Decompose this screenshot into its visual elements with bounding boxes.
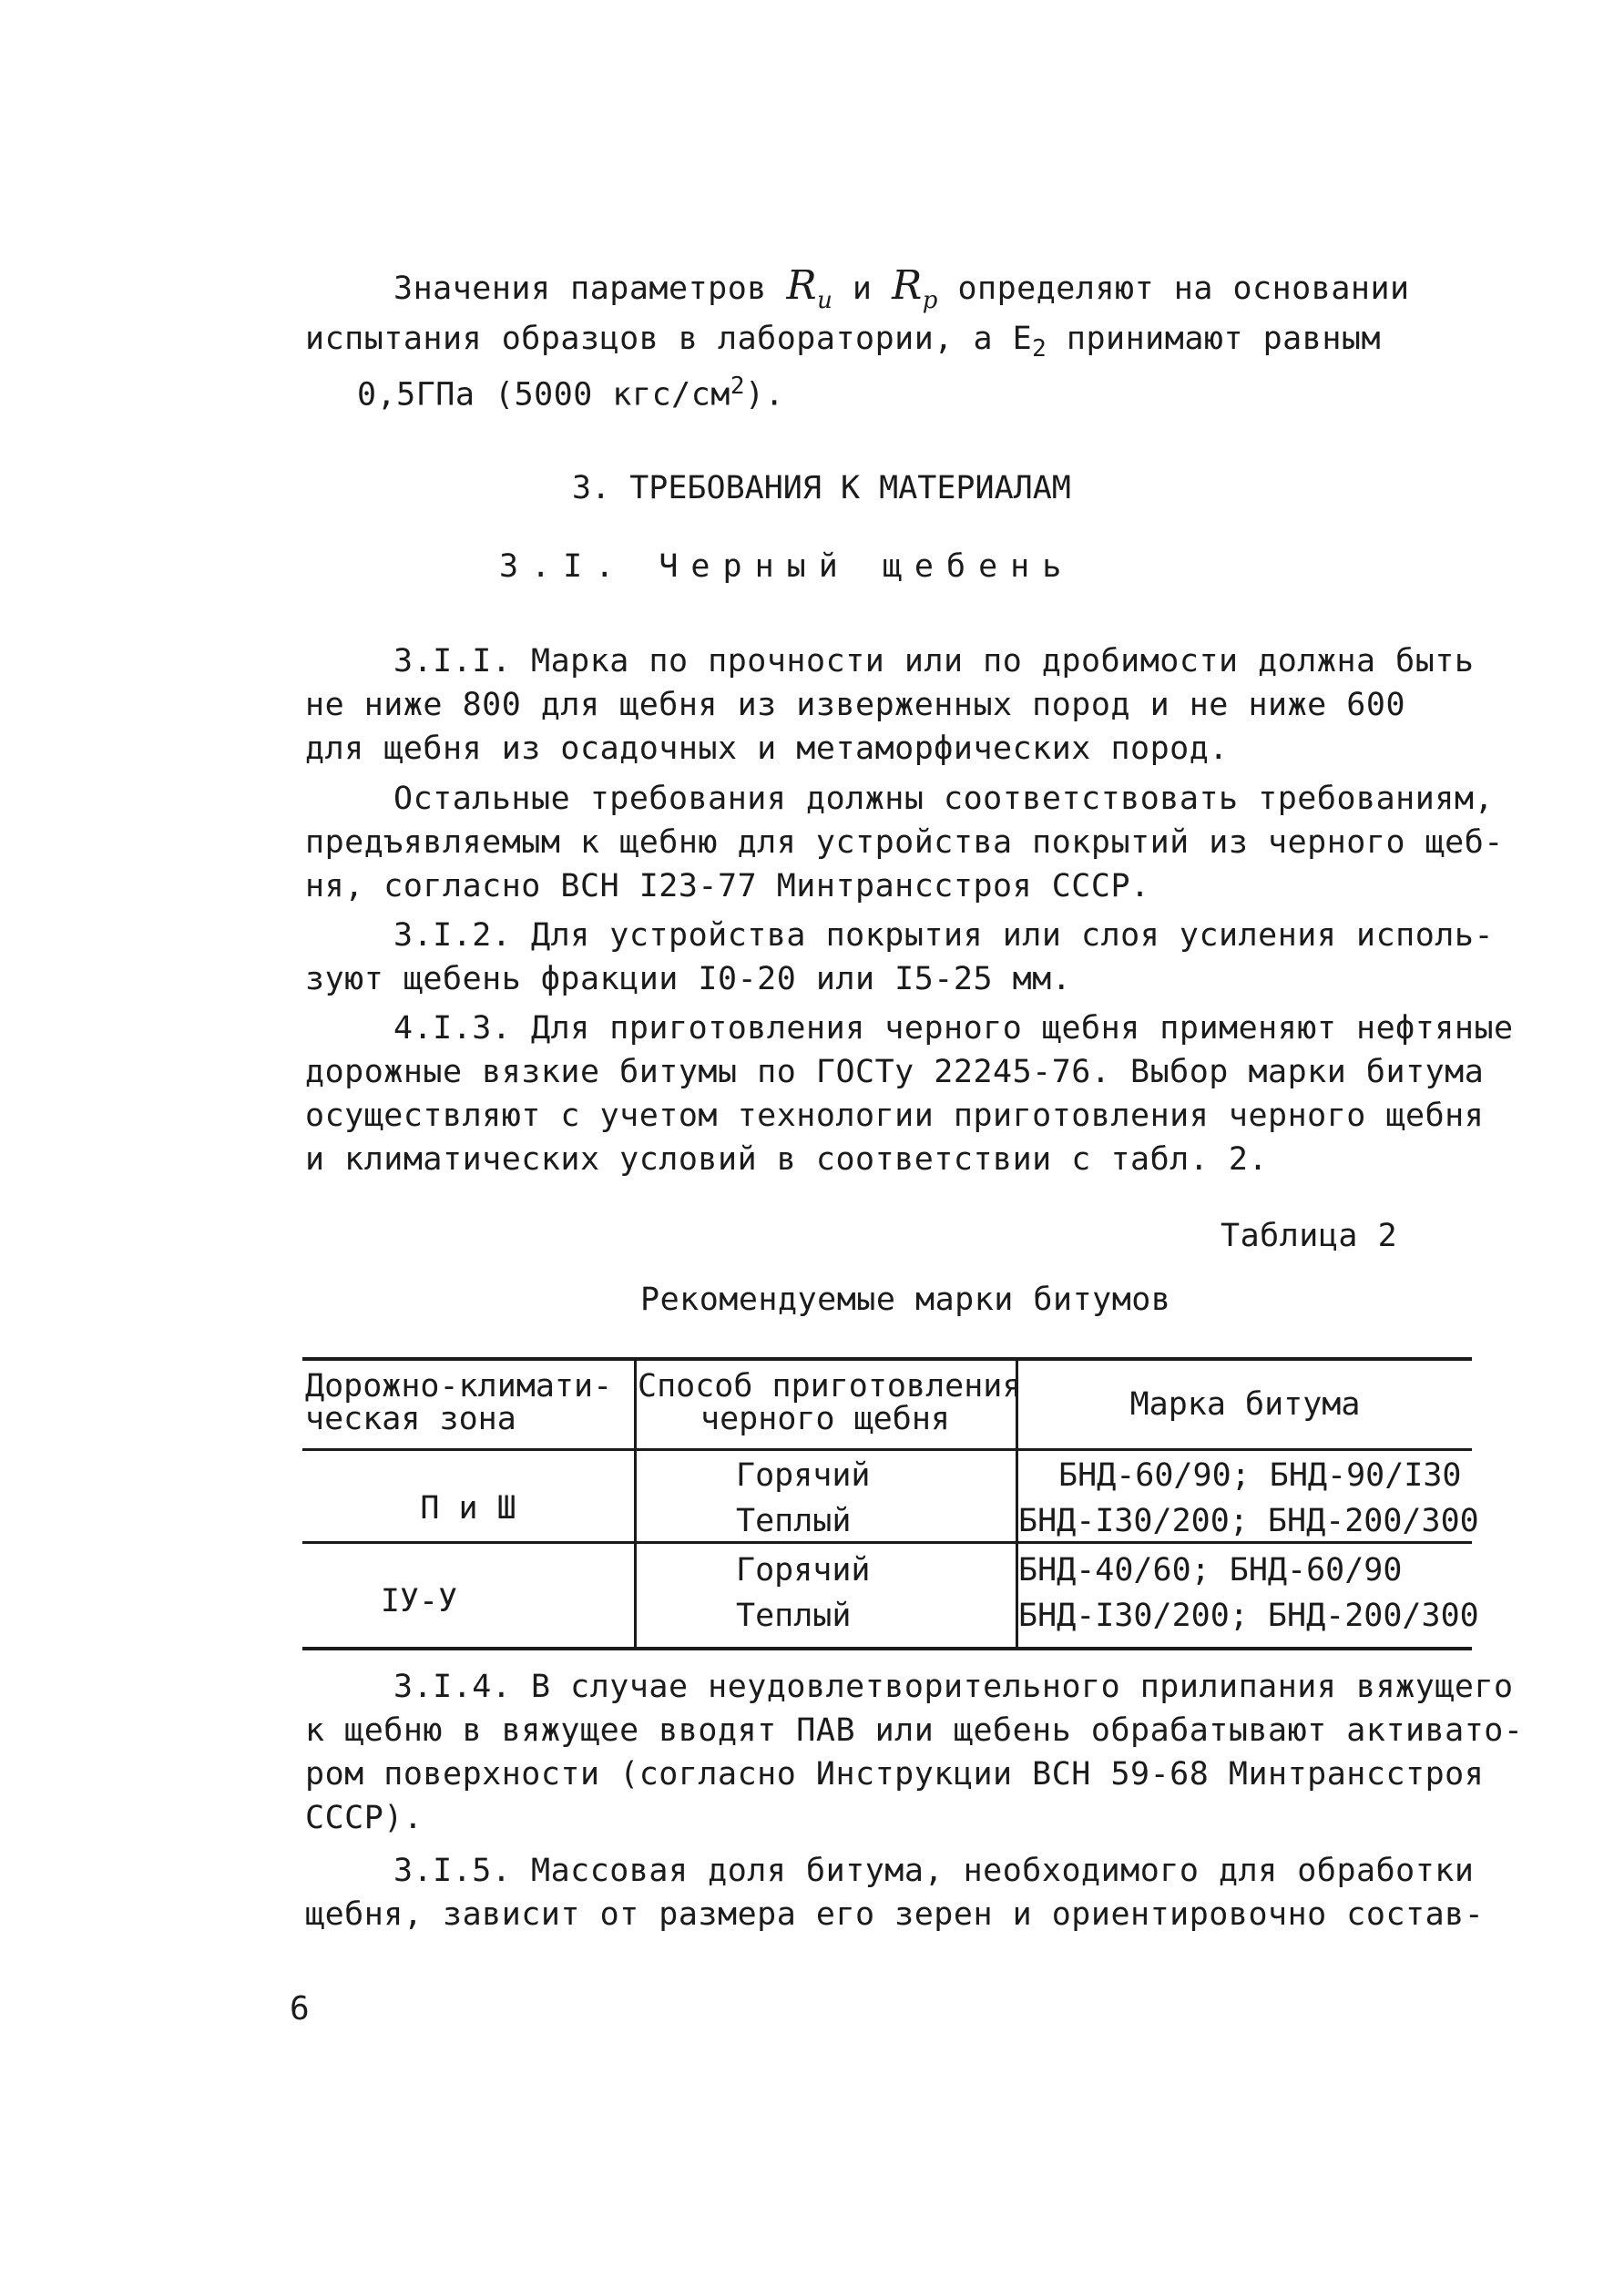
paragraph-line: Остальные требования должны соответствовать требованиям, [393, 781, 1495, 817]
section-title: 3. ТРЕБОВАНИЯ К МАТЕРИАЛАМ [572, 470, 1071, 506]
paragraph-line: 4.I.3. Для приготовления черного щебня применяют нефтяные [393, 1010, 1514, 1047]
paragraph-line: 3.I.5. Массовая доля битума, необходимого для обработки [393, 1853, 1475, 1889]
intro-line-2: испытания образцов в лаборатории, а $E_2$ принимают равным [305, 321, 1382, 363]
table-cell-method: Теплый [736, 1503, 852, 1539]
paragraph-line: ня, согласно ВСН I23-77 Минтрансстроя СССР. [305, 868, 1150, 904]
table-caption: Рекомендуемые марки битумов [640, 1282, 1171, 1318]
symbol-rp: $R_p$ [892, 262, 938, 314]
table-cell-grade: БНД-I30/200; БНД-200/300 [1018, 1598, 1479, 1634]
table-cell-zone: П и Ш [420, 1490, 516, 1527]
intro-text: Значения параметров [393, 271, 767, 307]
paragraph-line: 3.I.I. Марка по прочности или по дробимости должна быть [393, 643, 1475, 679]
intro-line-1 [393, 264, 1410, 322]
paragraph-line: предъявляемым к щебню для устройства покрытий из черного щеб- [305, 824, 1504, 861]
subsection-title: 3.I. Черный щебень [499, 548, 1075, 585]
paragraph-line: щебня, зависит от размера его зерен и ориентировочно состав- [305, 1896, 1485, 1933]
table-header-method: Способ приготовления черного щебня [638, 1368, 1022, 1437]
table-cell-grade: БНД-40/60; БНД-60/90 [1018, 1552, 1403, 1588]
table-cell-zone: IУ-У [380, 1583, 458, 1619]
table-cell-method: Горячий [736, 1552, 871, 1588]
table-cell-grade: БНД-I30/200; БНД-200/300 [1018, 1503, 1479, 1539]
table-header-grade: Марка битума [1129, 1386, 1361, 1423]
table-header-rule [302, 1448, 1472, 1451]
paragraph-line: 3.I.2. Для устройства покрытия или слоя усиления исполь- [393, 917, 1495, 954]
paragraph-line: осуществляют с учетом технологии приготовления черного щебня [305, 1098, 1485, 1134]
paragraph-line: дорожные вязкие битумы по ГОСТу 22245-76. Выбор марки битума [305, 1054, 1485, 1090]
paragraph-line: СССР). [305, 1800, 424, 1836]
table-top-rule [302, 1357, 1472, 1361]
paragraph-line: ром поверхности (согласно Инструкции ВСН 59-68 Минтрансстроя [305, 1756, 1485, 1793]
intro-line-3: 0,5ГПа (5000 кгс/$см^2$). [357, 373, 785, 414]
intro-text: определяют на основании [957, 271, 1410, 307]
table-row-rule [302, 1541, 1472, 1544]
table-label: Таблица 2 [1221, 1218, 1398, 1254]
page-number: 6 [290, 1990, 310, 2028]
table-header-zone: Дорожно-климати- ческая зона [305, 1368, 613, 1437]
table-cell-grade: БНД-60/90; БНД-90/I30 [1058, 1457, 1462, 1494]
intro-and: и [852, 271, 873, 307]
paragraph-line: 3.I.4. В случае неудовлетворительного прилипания вяжущего [393, 1669, 1514, 1705]
paragraph-line: к щебню в вяжущее вводят ПАВ или щебень обрабатывают активато- [305, 1712, 1524, 1749]
symbol-rh: $R_и$ [786, 262, 833, 314]
paragraph-line: зуют щебень фракции I0-20 или I5-25 мм. [305, 961, 1072, 997]
paragraph-line: не ниже 800 для щебня из изверженных пород и не ниже 600 [305, 687, 1406, 723]
paragraph-line: для щебня из осадочных и метаморфических пород. [305, 730, 1229, 767]
table-cell-method: Теплый [736, 1598, 852, 1634]
table-cell-method: Горячий [736, 1457, 871, 1494]
table-column-rule [634, 1360, 637, 1647]
paragraph-line: и климатических условий в соответствии с табл. 2. [305, 1141, 1269, 1178]
table-bottom-rule [302, 1647, 1472, 1650]
